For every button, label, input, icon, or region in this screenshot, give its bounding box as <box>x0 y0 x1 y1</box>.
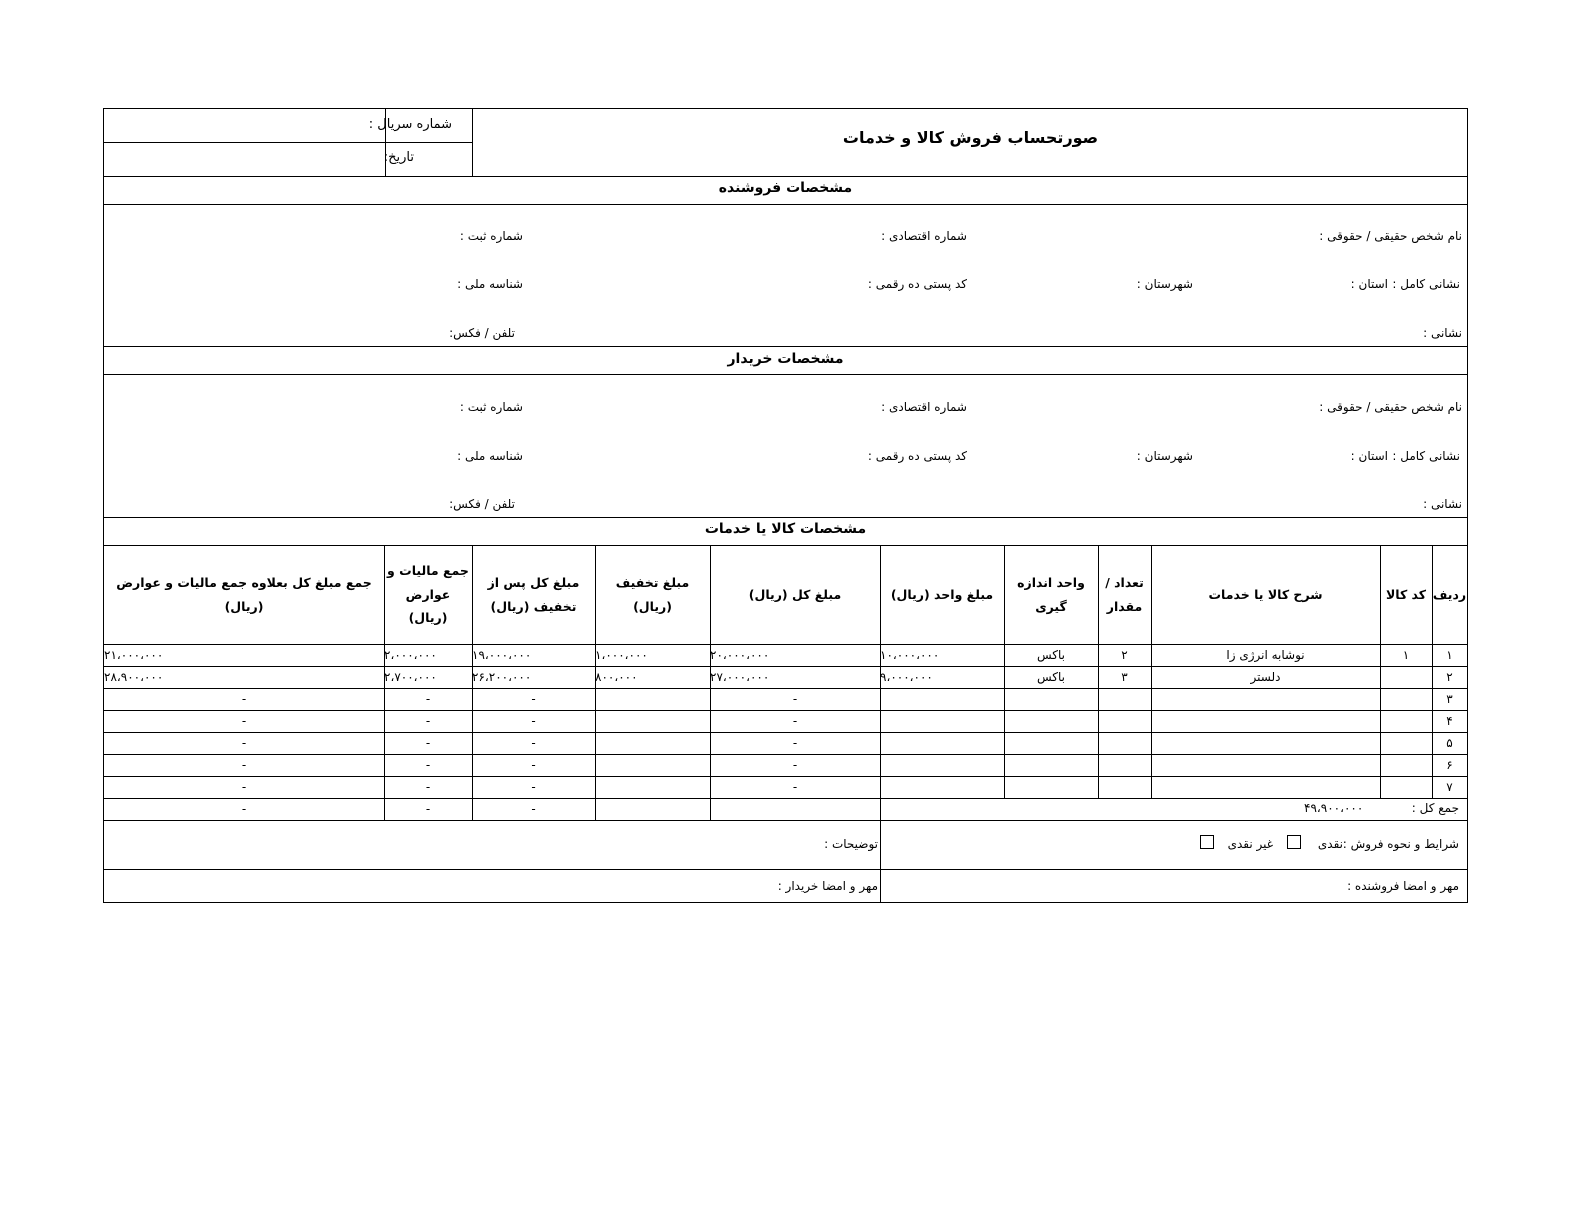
column-header-after-discount: مبلغ کل پس از تخفیف (ریال) <box>487 574 580 614</box>
table-cell-unit <box>1004 710 1098 732</box>
table-cell-qty: ۳ <box>1121 670 1128 684</box>
column-header-code: کد کالا <box>1385 586 1427 602</box>
buyer-section-title: مشخصات خریدار <box>727 351 844 367</box>
table-cell-total: - <box>792 714 798 728</box>
table-cell-total: ۲۰،۰۰۰،۰۰۰ <box>710 648 770 662</box>
table-cell-after-discount: ۲۶،۲۰۰،۰۰۰ <box>472 670 532 684</box>
goods-table <box>104 109 1467 902</box>
table-cell-qty: ۲ <box>1121 648 1128 662</box>
buyer-province-label: استان : <box>1350 449 1388 463</box>
table-cell-total: - <box>792 758 798 772</box>
seller-section-title: مشخصات فروشنده <box>718 180 853 196</box>
table-cell-code <box>1380 754 1432 776</box>
seller-full-address-label: نشانی کامل : <box>1392 277 1460 291</box>
buyer-full-address-label: نشانی کامل : <box>1392 449 1460 463</box>
table-cell-grand: - <box>241 736 247 750</box>
table-cell-discount <box>595 710 696 732</box>
table-cell-unit-price <box>880 732 990 754</box>
table-cell-code <box>1380 710 1432 732</box>
table-cell-code <box>1380 776 1432 798</box>
non-cash-checkbox[interactable] <box>1200 835 1214 849</box>
table-cell-discount <box>595 732 696 754</box>
column-header-total: مبلغ کل (ریال) <box>748 586 842 602</box>
table-cell-grand: - <box>241 692 247 706</box>
seller-economic-number-label: شماره اقتصادی : <box>881 229 967 243</box>
goods-section-title: مشخصات کالا یا خدمات <box>704 521 867 537</box>
table-cell-unit-price <box>880 776 990 798</box>
seller-signature-label: مهر و امضا فروشنده : <box>1347 879 1459 893</box>
total-row-cell-tax: - <box>425 802 431 816</box>
table-cell-discount <box>595 776 696 798</box>
table-cell-grand: ۲۸،۹۰۰،۰۰۰ <box>104 670 164 684</box>
table-cell-tax: - <box>425 758 431 772</box>
cash-option-label: نقدی <box>1317 837 1343 851</box>
table-cell-tax: ۲،۰۰۰،۰۰۰ <box>384 648 437 662</box>
table-cell-desc <box>1151 688 1380 710</box>
column-header-unit: واحد اندازه گیری <box>1017 574 1085 614</box>
total-row-cell-grand: - <box>241 802 247 816</box>
table-cell-qty <box>1098 754 1151 776</box>
column-header-tax: جمع مالیات و عوارض (ریال) <box>387 562 469 626</box>
column-header-desc: شرح کالا یا خدمات <box>1208 586 1323 602</box>
seller-phone-label: تلفن / فکس: <box>449 326 515 340</box>
table-cell-code: ۱ <box>1402 648 1410 662</box>
seller-postal-code-label: کد پستی ده رقمی : <box>867 277 967 291</box>
table-cell-grand: - <box>241 780 247 794</box>
table-cell-unit-price <box>880 710 990 732</box>
invoice-title: صورتحساب فروش کالا و خدمات <box>842 128 1099 147</box>
buyer-address-label: نشانی : <box>1423 497 1462 511</box>
serial-number-label: شماره سریال : <box>368 117 452 132</box>
table-cell-desc <box>1151 710 1380 732</box>
column-header-row: ردیف <box>1432 586 1467 602</box>
table-cell-desc <box>1151 732 1380 754</box>
table-cell-discount: ۸۰۰،۰۰۰ <box>595 670 638 684</box>
seller-province-label: استان : <box>1350 277 1388 291</box>
table-cell-after-discount: - <box>531 714 536 728</box>
table-cell-tax: ۲،۷۰۰،۰۰۰ <box>384 670 437 684</box>
buyer-postal-code-label: کد پستی ده رقمی : <box>867 449 967 463</box>
table-cell-unit-price <box>880 688 990 710</box>
cash-checkbox[interactable] <box>1287 835 1301 849</box>
table-cell-tax: - <box>425 692 431 706</box>
table-cell-desc <box>1151 754 1380 776</box>
table-cell-unit: باکس <box>1037 670 1066 684</box>
date-label: تاریخ: <box>383 150 414 165</box>
table-cell-after-discount: - <box>531 780 536 794</box>
table-cell-after-discount: ۱۹،۰۰۰،۰۰۰ <box>472 648 532 662</box>
seller-name-label: نام شخص حقیقی / حقوقی : <box>1319 229 1462 243</box>
table-cell-grand: - <box>241 714 247 728</box>
table-cell-desc: دلستر <box>1250 670 1281 684</box>
table-cell-code <box>1380 688 1432 710</box>
buyer-city-label: شهرستان : <box>1136 449 1193 463</box>
table-cell-unit-price <box>880 754 990 776</box>
table-cell-tax: - <box>425 714 431 728</box>
table-cell-desc <box>1151 776 1380 798</box>
table-cell-total: - <box>792 780 798 794</box>
buyer-name-label: نام شخص حقیقی / حقوقی : <box>1319 400 1462 414</box>
table-cell-grand: - <box>241 758 247 772</box>
column-header-discount: مبلغ تخفیف (ریال) <box>615 574 690 614</box>
divider <box>880 820 881 902</box>
table-cell-qty <box>1098 710 1151 732</box>
buyer-registration-number-label: شماره ثبت : <box>459 400 523 414</box>
table-cell-discount <box>595 754 696 776</box>
column-header-qty: تعداد / مقدار <box>1105 574 1144 614</box>
buyer-phone-label: تلفن / فکس: <box>449 497 515 511</box>
table-cell-row: ۷ <box>1446 780 1453 794</box>
table-cell-tax: - <box>425 780 431 794</box>
table-cell-unit: باکس <box>1037 648 1066 662</box>
buyer-signature-label: مهر و امضا خریدار : <box>777 879 878 893</box>
divider <box>104 820 1467 821</box>
table-cell-after-discount: - <box>531 736 536 750</box>
table-cell-row: ۶ <box>1446 758 1453 772</box>
table-cell-total: ۲۷،۰۰۰،۰۰۰ <box>710 670 770 684</box>
seller-registration-number-label: شماره ثبت : <box>459 229 523 243</box>
total-row-cell-discount <box>595 798 710 820</box>
table-cell-row: ۱ <box>1446 648 1453 662</box>
seller-city-label: شهرستان : <box>1136 277 1193 291</box>
table-cell-tax: - <box>425 736 431 750</box>
table-cell-row: ۴ <box>1446 714 1453 728</box>
table-cell-qty <box>1098 776 1151 798</box>
table-cell-row: ۲ <box>1446 670 1453 684</box>
buyer-economic-number-label: شماره اقتصادی : <box>881 400 967 414</box>
table-cell-unit <box>1004 754 1098 776</box>
notes-label: توضیحات : <box>824 837 878 851</box>
divider <box>104 869 1467 870</box>
non-cash-option-label: غیر نقدی <box>1227 837 1273 851</box>
table-cell-desc: نوشابه انرژی زا <box>1226 648 1305 662</box>
buyer-national-id-label: شناسه ملی : <box>457 449 523 463</box>
table-cell-after-discount: - <box>531 692 536 706</box>
table-cell-total: - <box>792 736 798 750</box>
grand-total-value: ۴۹،۹۰۰،۰۰۰ <box>1304 801 1364 815</box>
sale-terms-label: شرایط و نحوه فروش : <box>1342 837 1459 851</box>
table-cell-row: ۳ <box>1446 692 1453 706</box>
table-cell-total: - <box>792 692 798 706</box>
table-cell-unit <box>1004 776 1098 798</box>
table-cell-qty <box>1098 732 1151 754</box>
invoice-form <box>103 108 1468 903</box>
column-header-unit-price: مبلغ واحد (ریال) <box>890 586 994 602</box>
seller-address-label: نشانی : <box>1423 326 1462 340</box>
table-cell-qty <box>1098 688 1151 710</box>
table-cell-unit <box>1004 732 1098 754</box>
seller-national-id-label: شناسه ملی : <box>457 277 523 291</box>
table-cell-row: ۵ <box>1446 736 1453 750</box>
table-cell-after-discount: - <box>531 758 536 772</box>
table-cell-code <box>1380 666 1432 688</box>
table-cell-unit-price: ۱۰،۰۰۰،۰۰۰ <box>880 648 940 662</box>
table-cell-unit <box>1004 688 1098 710</box>
table-cell-unit-price: ۹،۰۰۰،۰۰۰ <box>880 670 933 684</box>
total-row-cell-after-discount: - <box>531 802 536 816</box>
table-cell-code <box>1380 732 1432 754</box>
table-cell-grand: ۲۱،۰۰۰،۰۰۰ <box>104 648 164 662</box>
grand-total-label: جمع کل : <box>1411 801 1459 815</box>
table-cell-discount: ۱،۰۰۰،۰۰۰ <box>595 648 648 662</box>
table-cell-discount <box>595 688 696 710</box>
column-header-grand: جمع مبلغ کل بعلاوه جمع مالیات و عوارض (ریال) <box>116 574 372 614</box>
